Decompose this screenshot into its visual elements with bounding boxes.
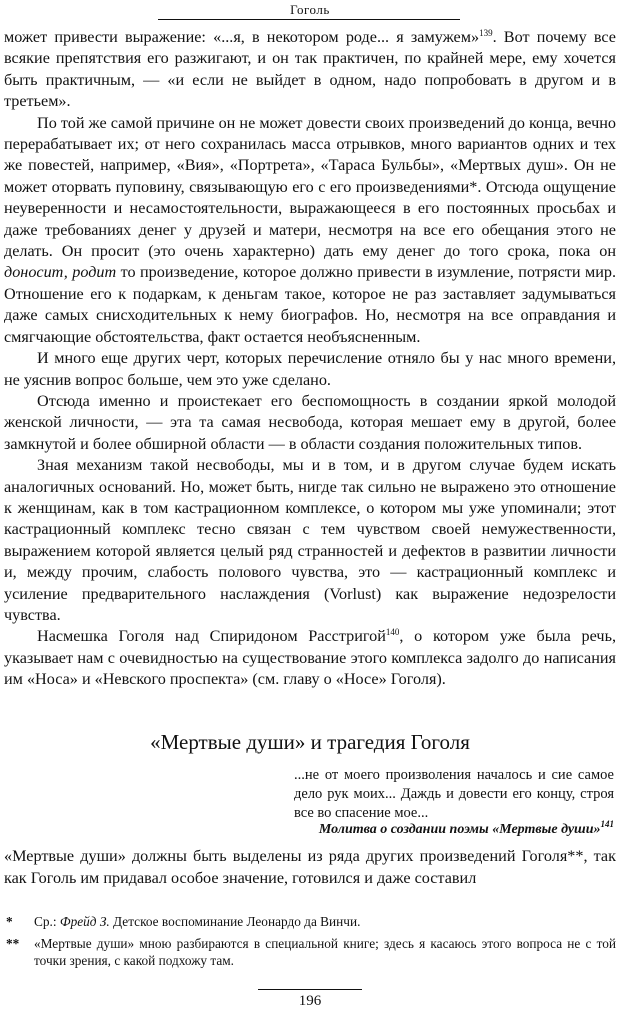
continuation-paragraph: «Мертвые души» должны быть выделены из ряда других произведений Гоголя**, так как Гоголь им придавал особое значение, готовился и даже составил <box>4 847 616 887</box>
text-run: Отсюда именно и проистекает его беспомощность в создании яркой молодой женской личности, — эта та самая несвобода, которая мешает ему в другой, более замкнутой и более обширной области — в области создания положительных типов. <box>4 391 616 453</box>
epigraph-text: ...не от моего произволения началось и сие самое дело рук моих... Даждь и довести его концу, строя все во спасение мое... <box>294 767 614 821</box>
footnote-ref: 139 <box>479 28 493 38</box>
text-run: . Вот почему все всякие препятствия его разжигают, и он так практичен, по крайней мере, ему хочется быть практичным, — «и если не выйдет в одном, надо попробовать в другом и в третьем». <box>4 28 616 111</box>
header-rule <box>158 19 460 20</box>
text-run: По той же самой причине он не может довести своих произведений до конца, вечно перерабатывает их; от него сохранилась масса отрывков, много вариантов одних и тех же повестей, например, «Вия», «Портрета», «Тараса Бульбы», «Мертвых душ». Он не может оторвать пуповину, связывающую его с его произведениями*. Отсюда ощущение неуверенности и несамостоятельности, выражающееся в его постоянных просьбах и даже требованиях денег у друзей и матери, несмотря на все его обещания этого не делать. Он просит (это очень характерно) дать ему денег до того срока, пока он <box>4 113 616 261</box>
paragraph <box>4 348 616 391</box>
footnote-mark: * <box>6 914 13 929</box>
footnote-ref: 140 <box>385 627 400 638</box>
paragraph <box>4 113 616 348</box>
text-run: Детское воспоминание Леонардо да Винчи. <box>109 914 361 929</box>
text-run: то произведение, которое должно привести в изумление, потрясти мир. Отношение его к подаркам, к деньгам такое, которое не раз заставляет задумываться даже самых снисходительных к нему биографов. Но, несмотря на все оправдания и смягчающие обстоятельства, факт остается необъясненным. <box>4 263 617 346</box>
footnote <box>4 913 616 931</box>
emphasis-text: Фрейд З. <box>59 914 110 929</box>
text-run: , о котором уже была речь, указывает нам с очевидностью на существование этого комплекса задолго до написания им «Носа» и «Невского проспекта» (см. главу о «Носе» Гоголя). <box>4 627 616 689</box>
text-run: Насмешка Гоголя над Спиридоном Расстригой <box>37 627 386 646</box>
epigraph-source-text: Молитва о создании поэмы «Мертвые души» <box>318 822 601 837</box>
footnote <box>4 935 616 970</box>
text-run: Ср.: <box>34 914 60 929</box>
paragraph <box>4 455 616 626</box>
epigraph-source-ref: 141 <box>600 819 614 829</box>
section-title: «Мертвые души» и трагедия Гоголя <box>150 730 470 754</box>
paragraph <box>4 626 616 690</box>
paragraph <box>4 391 616 455</box>
page-number: 196 <box>298 993 322 1009</box>
paragraph <box>4 27 616 113</box>
footnotes <box>4 913 616 974</box>
text-run: И много еще других черт, которых перечисление отняло бы у нас много времени, не уяснив вопрос больше, чем это уже сделано. <box>4 349 616 389</box>
text-run: «Мертвые души» мною разбираются в специальной книге; здесь я касаюсь этого вопроса не с той точки зрения, с какой подхожу там. <box>34 935 616 968</box>
main-text <box>4 27 616 691</box>
text-run: Зная механизм такой несвободы, мы и в том, и в другом случае будем искать аналогичных оснований. Но, может быть, нигде так сильно не выражено это отношение к женщинам, как в том кастрационном комплексе, о котором мы уже упоминали; этот кастрационный комплекс тесно связан с тем чувством своей немужественности, выражением которой является целый ряд странностей и дефектов в развитии личности и, между прочим, слабость полового чувства, это — кастрационный комплекс и усиление предварительного наслаждения (Vorlust) как выражение недозрелости чувства. <box>4 456 616 624</box>
running-head: Гоголь <box>290 2 330 17</box>
emphasis-text: доносит, родит <box>4 263 117 282</box>
footer-rule <box>258 989 362 990</box>
epigraph-source <box>0 819 614 838</box>
text-run: может привести выражение: «...я, в некотором роде... я замужем» <box>4 28 480 46</box>
continuation-text <box>4 846 616 889</box>
footnote-mark: ** <box>6 935 20 951</box>
